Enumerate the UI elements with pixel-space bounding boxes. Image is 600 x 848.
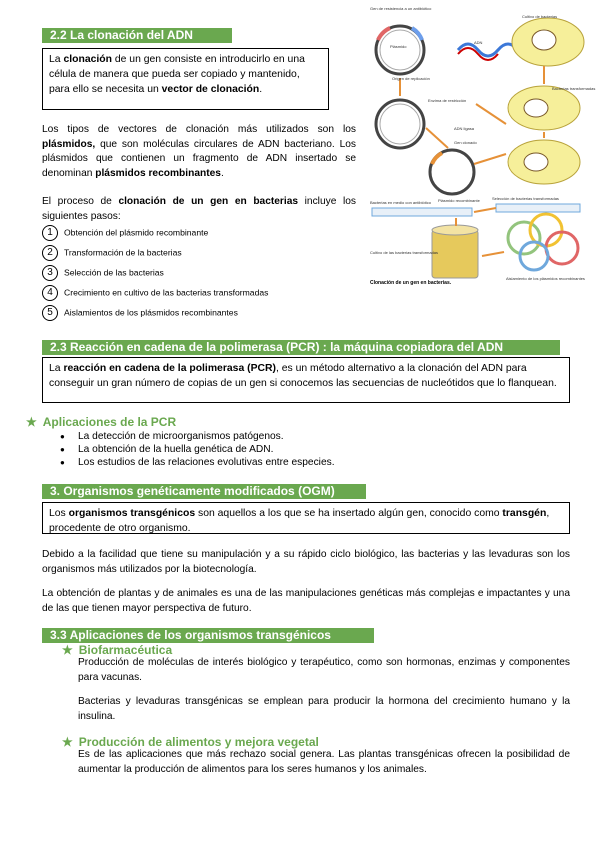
plasmid-icon — [376, 26, 424, 74]
figure-label: Cultivo de bacterias — [522, 14, 558, 19]
petri-dish-icon — [372, 208, 472, 216]
open-plasmid-icon — [376, 100, 424, 148]
figure-label: Gen clonado — [454, 140, 477, 145]
paragraph-alimentos: Es de las aplicaciones que más rechazo social genera. Las plantas transgénicas ofrecen la posibilidad de aumentar la producción de alimentos para los seres humanos y los animales. — [78, 749, 570, 775]
cloning-diagram-figure — [366, 4, 596, 294]
definition-box-pcr: La reacción en cadena de la polimerasa (PCR), es un método alternativo a la clonación del ADN para conseguir un gran número de copias de un gen si conocemos las secuencias de nucleótidos que lo flanquean. — [42, 357, 570, 403]
list-item: ● Los estudios de las relaciones evolutivas entre especies. — [60, 456, 335, 469]
star-icon: ★ — [62, 735, 73, 749]
figure-label: Selección de bacterias transformadas — [492, 196, 559, 201]
paragraph-bacterias: Debido a la facilidad que tiene su manipulación y a su rápido ciclo biológico, las bacterias y las levaduras son los organismos más utilizados por la biotecnología. — [42, 549, 570, 575]
figure-label: Plásmido recombinante — [438, 198, 480, 203]
paragraph-vectores: Los tipos de vectores de clonación más utilizados son los plásmidos, que son moléculas circulares de ADN bacteriano. Los plásmidos que contienen un fragmento de ADN insertado se denominan plásmidos recombinantes. — [42, 124, 356, 179]
section-header-3: 3. Organismos genéticamente modificados (OGM) — [42, 484, 366, 499]
figure-label: Cultivo de las bacterias transformadas — [370, 250, 439, 255]
figure-label: ADN ligasa — [454, 126, 475, 131]
figure-label: Gen de resistencia a un antibiótico — [370, 6, 432, 11]
pcr-applications-title: ★ Aplicaciones de la PCR — [26, 415, 177, 429]
star-icon: ★ — [62, 643, 73, 657]
figure-label: Enzima de restricción — [428, 98, 467, 103]
list-item: ● La obtención de la huella genética de ADN. — [60, 443, 335, 456]
step-item: 5 Aislamientos de los plásmidos recombinantes — [42, 305, 238, 321]
star-icon: ★ — [26, 415, 37, 429]
step-item: 1 Obtención del plásmido recombinante — [42, 225, 208, 241]
isolated-plasmids-icon — [508, 214, 578, 270]
bacteria-culture-icon — [512, 18, 584, 66]
alimentos-title: ★ Producción de alimentos y mejora vegetal — [62, 735, 319, 749]
biofarmaceutica-title: ★ Biofarmacéutica — [62, 643, 173, 657]
step-item: 2 Transformación de la bacterias — [42, 245, 182, 261]
figure-caption: Clonación de un gen en bacterias. — [370, 280, 452, 286]
culture-flask-icon — [432, 225, 478, 278]
dna-strand-icon — [458, 44, 518, 56]
list-item: ● La detección de microorganismos patógenos. — [60, 430, 335, 443]
step-item: 4 Crecimiento en cultivo de las bacterias transformadas — [42, 285, 268, 301]
paragraph-biofarma-2: Bacterias y levaduras transgénicas se emplean para producir la hormona del crecimiento humano y la insulina. — [78, 696, 570, 722]
paragraph-proceso: El proceso de clonación de un gen en bacterias incluye los siguientes pasos: — [42, 196, 356, 222]
figure-label: Bacterias transformadas — [552, 86, 596, 91]
section-header-2-2: 2.2 La clonación del ADN — [42, 28, 232, 43]
figure-label: Aislamiento de los plásmidos recombinantes — [506, 276, 585, 281]
section-header-2-3: 2.3 Reacción en cadena de la polimerasa (PCR) : la máquina copiadora del ADN — [42, 340, 560, 355]
recombinant-plasmid-icon — [430, 150, 474, 194]
section-header-3-3: 3.3 Aplicaciones de los organismos transgénicos — [42, 628, 374, 643]
figure-label: Bacterias en medio con antibiótico — [370, 200, 431, 205]
definition-box-transgenicos: Los organismos transgénicos son aquellos a los que se ha insertado algún gen, conocido como transgén, procedente de otro organismo. — [42, 502, 570, 534]
figure-label: Plásmido — [390, 44, 407, 49]
step-item: 3 Selección de las bacterias — [42, 265, 164, 281]
paragraph-plantas: La obtención de plantas y de animales es una de las manipulaciones genéticas más complejas e impactantes y una de las que tienen mayor perspectiva de futuro. — [42, 588, 570, 614]
figure-label: Origen de replicación — [392, 76, 430, 81]
definition-box-clonacion: La clonación de un gen consiste en introducirlo en una célula de manera que pueda ser copiado y mantenido, para ello se necesita un vector de clonación. — [42, 48, 329, 110]
figure-label: ADN — [474, 40, 483, 45]
paragraph-biofarma-1: Producción de moléculas de interés biológico y terapéutico, como son hormonas, enzimas y componentes para vacunas. — [78, 657, 570, 683]
pcr-applications-list — [60, 430, 335, 469]
